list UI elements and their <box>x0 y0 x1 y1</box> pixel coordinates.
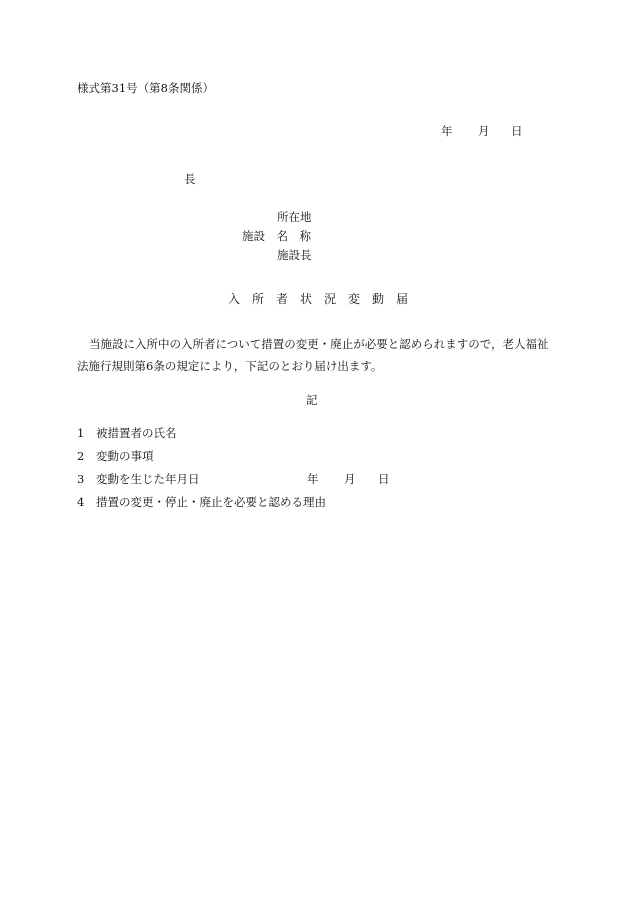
page-title: 入 所 者 状 況 変 動 届 <box>228 292 409 306</box>
item-3-month: 月 <box>344 472 356 486</box>
facility-name-label: 施設 名 称 <box>242 229 311 243</box>
form-number: 様式第31号（第8条関係） <box>77 81 214 95</box>
address-label: 所在地 <box>277 210 312 224</box>
date-month: 月 <box>478 124 490 138</box>
item-1-label: 被措置者の氏名 <box>96 426 177 440</box>
item-2-number: 2 <box>77 449 85 463</box>
item-2-label: 変動の事項 <box>96 449 154 463</box>
item-4-number: 4 <box>77 495 85 509</box>
item-3-number: 3 <box>77 472 85 486</box>
recipient: 長 <box>184 172 196 186</box>
ki-heading: 記 <box>306 393 318 407</box>
item-3-year: 年 <box>307 472 319 486</box>
date-day: 日 <box>511 124 523 138</box>
facility-head-label: 施設長 <box>277 248 312 262</box>
date-year: 年 <box>441 124 453 138</box>
item-3-day: 日 <box>378 472 390 486</box>
item-4-label: 措置の変更・停止・廃止を必要と認める理由 <box>96 495 326 509</box>
body-text: 当施設に入所中の入所者について措置の変更・廃止が必要と認められますので，老人福祉法施行規則第6条の規定により，下記のとおり届け出ます。 <box>77 337 549 373</box>
item-1-number: 1 <box>77 426 85 440</box>
item-3-label: 変動を生じた年月日 <box>96 472 200 486</box>
